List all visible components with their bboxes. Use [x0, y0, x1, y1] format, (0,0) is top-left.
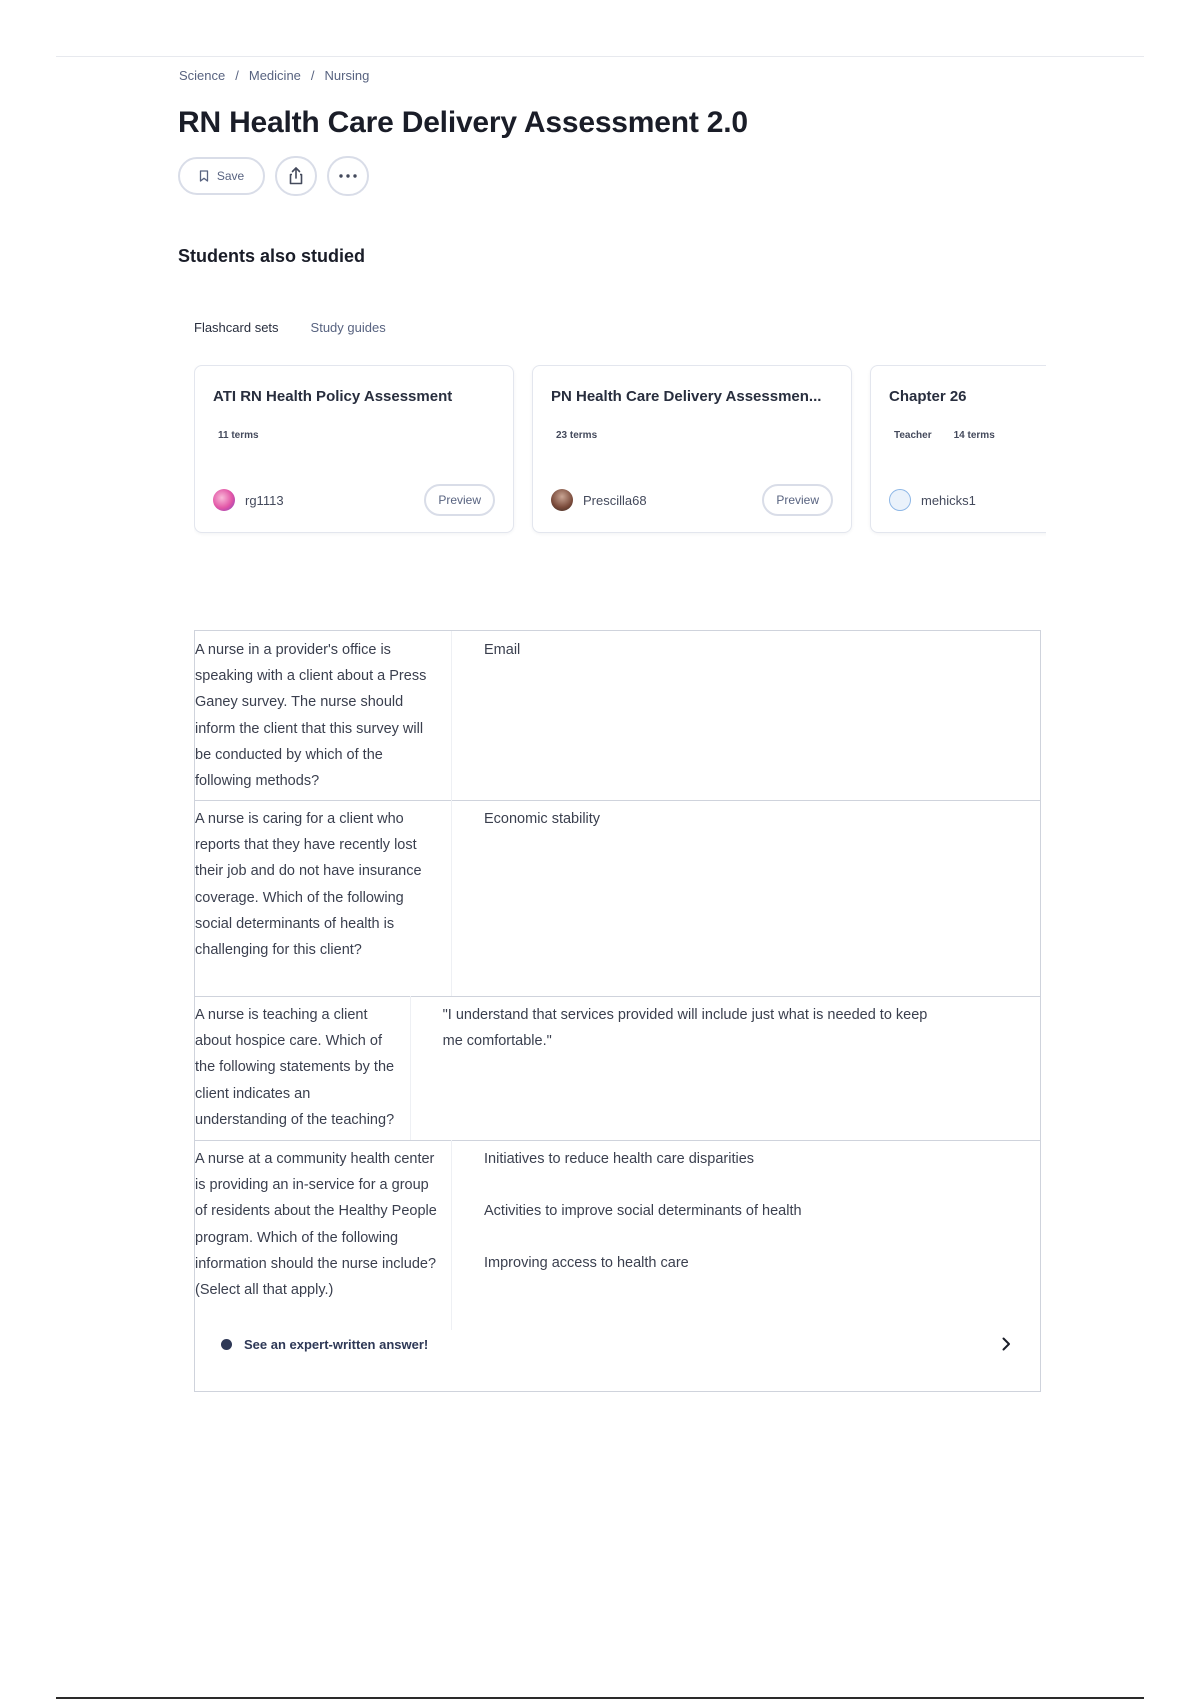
- term-row: [195, 1140, 1040, 1330]
- set-card-meta: [218, 430, 259, 441]
- avatar: [889, 489, 911, 511]
- breadcrumb-nursing[interactable]: Nursing: [324, 68, 370, 83]
- share-button[interactable]: [275, 156, 317, 196]
- set-card[interactable]: [532, 365, 852, 533]
- students-also-studied-heading: Students also studied: [178, 246, 366, 266]
- term-answer: [411, 996, 1040, 1140]
- preview-button[interactable]: Preview: [762, 484, 833, 516]
- set-card-footer: [889, 484, 1046, 516]
- term-row: [195, 631, 1040, 801]
- tab-study-guides[interactable]: Study guides: [310, 320, 386, 335]
- set-card-meta: [556, 430, 597, 441]
- study-tabs: [194, 320, 386, 335]
- set-card-username[interactable]: rg1113: [245, 492, 284, 508]
- term-question: A nurse in a provider's office is speaking with a client about a Press Ganey survey. The nurse should inform the client that this survey will be conducted by which of the following methods?: [195, 631, 452, 800]
- term-answer-line: Economic stability: [484, 811, 601, 827]
- breadcrumb-separator: /: [235, 68, 239, 83]
- expert-answer-label: See an expert-written answer!: [244, 1336, 429, 1352]
- term-answer: [452, 631, 1040, 800]
- teacher-badge: Teacher: [894, 430, 932, 441]
- share-icon: [287, 166, 305, 186]
- set-card-username[interactable]: mehicks1: [921, 492, 976, 508]
- expert-answer-link[interactable]: [221, 1329, 1014, 1359]
- term-answer-line: Activities to improve social determinants of health: [484, 1203, 802, 1220]
- set-card-title: PN Health Care Delivery Assessmen...: [551, 388, 822, 405]
- breadcrumb-medicine[interactable]: Medicine: [248, 68, 301, 83]
- set-card[interactable]: [870, 365, 1046, 533]
- term-answer-line: Email: [484, 642, 521, 658]
- related-sets-track: [194, 365, 1046, 533]
- set-card-terms: 23 terms: [556, 430, 598, 441]
- avatar: [551, 489, 573, 511]
- set-card[interactable]: [194, 365, 514, 533]
- set-card-terms: 11 terms: [218, 430, 259, 441]
- term-question: A nurse is caring for a client who reports that they have recently lost their job and do not have insurance coverage. Which of the following social determinants of health is challenging for this client?: [195, 800, 452, 996]
- expert-dot-icon: [221, 1339, 232, 1350]
- set-card-title: ATI RN Health Policy Assessment: [213, 388, 453, 405]
- breadcrumb-separator: /: [310, 68, 315, 83]
- more-icon: [338, 173, 358, 179]
- breadcrumb: [179, 68, 369, 83]
- bookmark-icon: [199, 170, 209, 182]
- term-row: [195, 800, 1040, 997]
- term-row: [195, 996, 1040, 1141]
- more-options-button[interactable]: [327, 156, 369, 196]
- preview-button[interactable]: Preview: [424, 484, 495, 516]
- avatar: [213, 489, 235, 511]
- bottom-divider: [56, 1697, 1144, 1699]
- term-answer-line: Initiatives to reduce health care disparities: [484, 1151, 755, 1167]
- term-answer: [452, 800, 1040, 996]
- save-button[interactable]: [178, 157, 265, 195]
- top-divider: [56, 56, 1144, 57]
- term-answer-line: Improving access to health care: [484, 1255, 689, 1272]
- tab-flashcard-sets[interactable]: Flashcard sets: [194, 320, 279, 335]
- term-question: A nurse is teaching a client about hospice care. Which of the following statements by the client indicates an understanding of the teaching?: [195, 996, 411, 1140]
- set-card-footer: [551, 484, 833, 516]
- set-actions: [178, 156, 369, 196]
- set-card-username[interactable]: Prescilla68: [583, 492, 647, 508]
- term-answer: [452, 1140, 1040, 1330]
- chevron-right-icon: [998, 1336, 1014, 1352]
- terms-list: [194, 630, 1041, 1392]
- term-answer-line: "I understand that services provided will include just what is needed to keep me comfortable.": [442, 1007, 928, 1050]
- page-title: RN Health Care Delivery Assessment 2.0: [178, 106, 748, 139]
- breadcrumb-science[interactable]: Science: [179, 68, 226, 83]
- save-button-label: Save: [216, 169, 245, 183]
- set-card-title: Chapter 26: [889, 388, 967, 405]
- set-card-meta: [894, 430, 995, 441]
- set-card-terms: 14 terms: [953, 430, 995, 441]
- term-question: A nurse at a community health center is providing an in-service for a group of residents about the Healthy People program. Which of the following information should the nurse include? (Select all that apply.): [195, 1140, 452, 1330]
- related-sets-carousel[interactable]: [194, 365, 1046, 537]
- set-card-footer: [213, 484, 495, 516]
